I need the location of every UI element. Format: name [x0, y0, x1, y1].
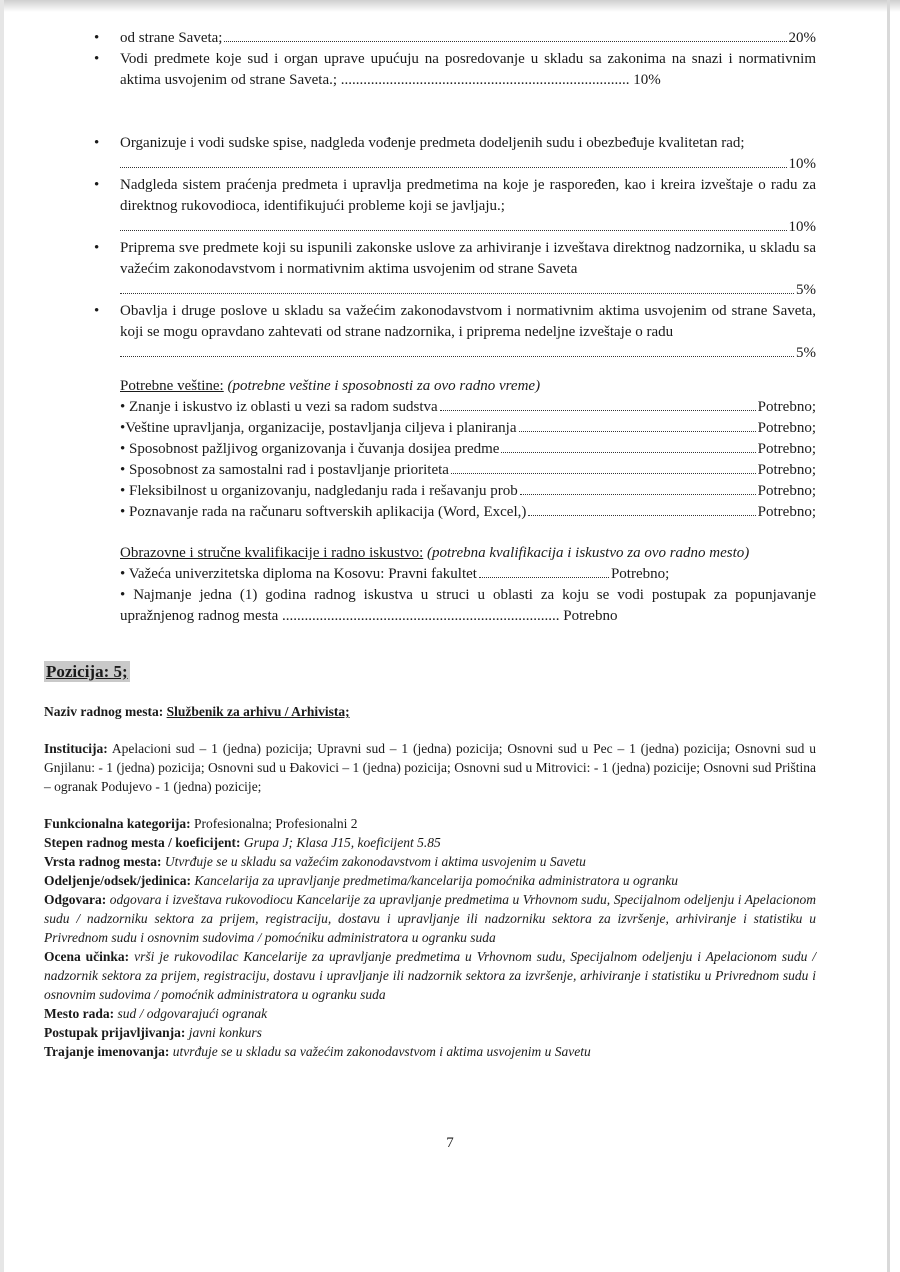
duties-list [44, 133, 816, 364]
duty-text: • od strane Saveta; [120, 30, 223, 46]
detail-label: Postupak prijavljivanja: [44, 1025, 186, 1040]
duty-percent: 10% [788, 156, 816, 172]
skills-heading-note: (potrebne veštine i sposobnosti za ovo radno vreme) [227, 378, 541, 394]
job-title-value: Službenik za arhivu / Arhivista; [166, 704, 350, 719]
skill-text: • Fleksibilnost u organizovanju, nadgledanju rada i rešavanju prob [120, 483, 518, 499]
detail-value: vrši je rukovodilac Kancelarije za upravljanje predmetima u Vrhovnom sudu, Specijalnom odeljenju i Apelacionom sudu / nadzornik sektora za prijem, registraciju, dostavu i upravljanje ili nadzornik sektora za izvršenje, arhiviranje i statistiku u Privrednom sudu i osnovnim sudovima / pomoćnik administratora u ogranku suda [44, 949, 817, 1002]
detail-row [44, 833, 816, 852]
qualification-text: • Važeća univerzitetska diploma na Kosovu: Pravni fakultet [120, 566, 477, 582]
duty-item [44, 133, 816, 175]
duty-item [44, 238, 816, 301]
duty-percent: 20% [788, 30, 816, 46]
qualification-row [120, 564, 816, 585]
detail-value: utvrđuje se u skladu sa važećim zakonodavstvom i aktima usvojenim u Savetu [172, 1044, 591, 1059]
detail-value: javni konkurs [188, 1025, 262, 1040]
detail-row [44, 1023, 816, 1042]
detail-value: odgovara i izveštava rukovodiocu Kancelarije za upravljanje predmetima u Vrhovnom sudu, Specijalnom odeljenju i Apelacionom sudu / nadzorniku sektora za prijem, registraciju, dostavu i upravljanje ili nadzorniku sektora za izvršenje, arhiviranje i statistiku u Privrednom sudu i osnovnim sudovima / pomoćniku administratora u ogranku suda [44, 892, 817, 945]
job-title-label: Naziv radnog mesta: [44, 704, 164, 719]
skill-value: Potrebno; [757, 504, 816, 520]
detail-value: Profesionalna; Profesionalni 2 [194, 816, 358, 831]
skill-row [120, 460, 816, 481]
page-number: 7 [446, 1135, 454, 1151]
scan-top-edge [0, 0, 900, 12]
skills-section [120, 376, 816, 523]
qualifications-heading: Obrazovne i stručne kvalifikacije i radno iskustvo: [120, 545, 424, 561]
skills-heading: Potrebne veštine: [120, 378, 224, 394]
skill-row [120, 439, 816, 460]
detail-row [44, 871, 816, 890]
detail-label: Odgovara: [44, 892, 107, 907]
skill-row [120, 502, 816, 523]
duty-text: • Organizuje i vodi sudske spise, nadgleda vođenje predmeta dodeljenih sudu i obezbeđuje kvalitetan rad; [120, 135, 745, 151]
qualification-value: Potrebno; [610, 566, 670, 582]
skill-value: Potrebno; [757, 420, 816, 436]
institution-row [44, 739, 816, 796]
duty-item: • Vodi predmete koje sud i organ uprave upućuju na posredovanje u skladu sa zakonima na snazi i normativnim aktima usvojenim od strane Saveta.; ............................................................................. 10% [44, 49, 816, 91]
detail-row [44, 1004, 816, 1023]
detail-label: Stepen radnog mesta / koeficijent: [44, 835, 241, 850]
duty-percent: 10% [788, 219, 816, 235]
document-page [44, 28, 816, 1061]
qualifications-heading-note: (potrebna kvalifikacija i iskustvo za ovo radno mesto) [427, 545, 750, 561]
skill-value: Potrebno; [757, 399, 816, 415]
detail-value: Grupa J; Klasa J15, koeficijent 5.85 [243, 835, 441, 850]
position-heading: Pozicija: 5; [46, 662, 128, 681]
skill-row [120, 397, 816, 418]
scan-left-edge [0, 0, 4, 1272]
duty-text: • Nadgleda sistem praćenja predmeta i upravlja predmetima na koje je raspoređen, kao i kreira izveštaje o radu za direktnog rukovodioca, identifikujući probleme koji se javljaju.; [120, 177, 816, 214]
duty-item [44, 175, 816, 238]
institution-value: Apelacioni sud – 1 (jedna) pozicija; Upravni sud – 1 (jedna) pozicija; Osnovni sud u Pec – 1 (jedna) pozicija; Osnovni sud u Gnjilanu: - 1 (jedna) pozicija; Osnovni sud u Đakovici – 1 (jedna) pozicija; Osnovni sud u Mitrovici: - 1 (jedna) pozicije; Osnovni sud Priština – ogranak Podujevo - 1 (jedna) pozicije; [44, 741, 816, 794]
duty-percent: 10% [633, 72, 661, 88]
detail-label: Odeljenje/odsek/jedinica: [44, 873, 191, 888]
detail-label: Trajanje imenovanja: [44, 1044, 170, 1059]
duty-item [44, 28, 816, 49]
position-info [44, 702, 816, 1061]
duty-percent: 5% [796, 345, 816, 361]
qualification-value: Potrebno [563, 608, 618, 624]
duty-percent: 5% [796, 282, 816, 298]
qualification-row: • Najmanje jedna (1) godina radnog iskustva u struci u oblasti za koju se vodi postupak za popunjavanje upražnjenog radnog mesta .......................................................................... Potrebno [120, 587, 816, 624]
skill-value: Potrebno; [757, 483, 816, 499]
institution-label: Institucija: [44, 741, 108, 756]
duty-text: • Obavlja i druge poslove u skladu sa važećim zakonodavstvom i normativnim aktima usvojenim od strane Saveta, koji se mogu opravdano zahtevati od strane nadzornika, i priprema nedeljne izveštaje o radu [120, 303, 816, 340]
skill-value: Potrebno; [757, 441, 816, 457]
details-block [44, 814, 816, 1061]
duty-item [44, 301, 816, 364]
detail-label: Vrsta radnog mesta: [44, 854, 162, 869]
detail-row [44, 890, 816, 947]
skill-text: •Veštine upravljanja, organizacije, postavljanja ciljeva i planiranja [120, 420, 517, 436]
skill-value: Potrebno; [757, 462, 816, 478]
duty-text: Vodi predmete koje sud i organ uprave upućuju na posredovanje u skladu sa zakonima na snazi i normativnim aktima usvojenim od strane Saveta.; [120, 51, 816, 88]
duty-text: • Priprema sve predmete koji su ispunili zakonske uslove za arhiviranje i izveštava direktnog nadzornika, u skladu sa važećim zakonodavstvom i normativnim aktima usvojenim od strane Saveta [120, 240, 816, 277]
detail-row [44, 1042, 816, 1061]
qualifications-section [120, 543, 816, 627]
skill-text: • Poznavanje rada na računaru softverskih aplikacija (Word, Excel,) [120, 504, 527, 520]
skill-text: • Sposobnost pažljivog organizovanja i čuvanja dosijea predme [120, 441, 500, 457]
job-title-row [44, 702, 816, 721]
skill-text: • Sposobnost za samostalni rad i postavljanje prioriteta [120, 462, 449, 478]
skill-row [120, 481, 816, 502]
skill-text: • Znanje i iskustvo iz oblasti u vezi sa radom sudstva [120, 399, 438, 415]
detail-row [44, 852, 816, 871]
detail-value: Kancelarija za upravljanje predmetima/kancelarija pomoćnika administratora u ogranku [194, 873, 678, 888]
detail-row [44, 814, 816, 833]
skill-row [120, 418, 816, 439]
detail-row [44, 947, 816, 1004]
detail-label: Funkcionalna kategorija: [44, 816, 191, 831]
detail-value: sud / odgovarajući ogranak [117, 1006, 268, 1021]
qualification-text: • Najmanje jedna (1) godina radnog iskustva u struci u oblasti za koju se vodi postupak za popunjavanje upražnjenog radnog mesta [120, 587, 816, 624]
detail-label: Mesto rada: [44, 1006, 115, 1021]
detail-value: Utvrđuje se u skladu sa važećim zakonodavstvom i aktima usvojenim u Savetu [164, 854, 586, 869]
detail-label: Ocena učinka: [44, 949, 130, 964]
duties-list-top [44, 28, 816, 91]
scan-right-edge [887, 0, 890, 1272]
